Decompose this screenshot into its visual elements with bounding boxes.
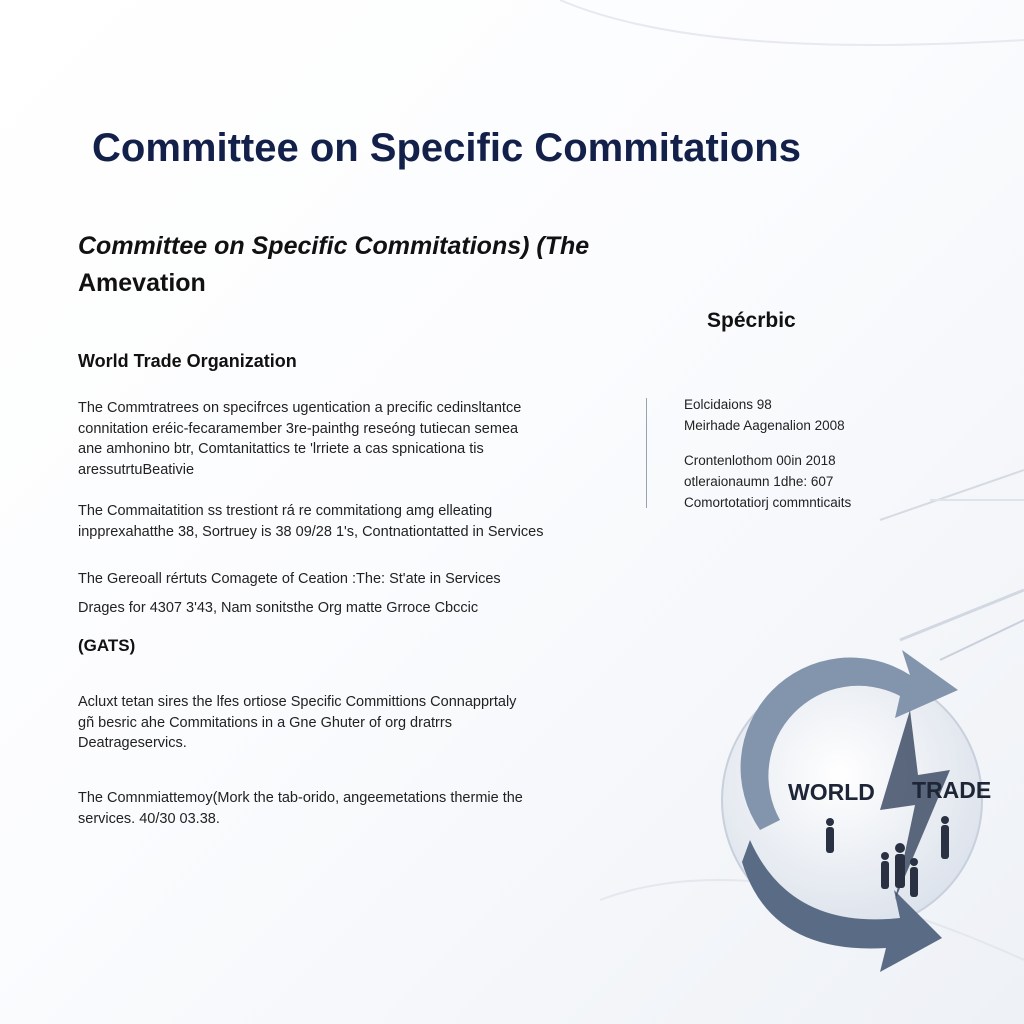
paragraph-2 — [78, 501, 543, 542]
side-info-line: Comortotatiorj commnticaits — [684, 495, 852, 510]
document-subtitle — [78, 228, 678, 302]
subtitle-line-2: Amevation — [78, 269, 206, 297]
paragraph-line: Acluxt tetan sires the lfes ortiose Specific Committions Connapprtaly — [78, 694, 517, 710]
paragraph-line: aressutrtuBeativie — [78, 461, 195, 478]
sidebar-heading: Spécrbic — [707, 309, 796, 332]
paragraph-line: The Comnmiattemoy(Mork the tab-orido, angeemetations thermie the — [78, 790, 523, 806]
paragraph-1 — [78, 398, 521, 480]
paragraph-3 — [78, 569, 501, 590]
side-info-line: otleraionaumn 1dhe: 607 — [684, 474, 834, 489]
world-trade-emblem — [680, 600, 1024, 1000]
paragraph-line: connitation eréic-fecaramember 3re-painthg reseóng tutiecan semea — [78, 420, 519, 437]
side-info-line: Meirhade Aagenalion 2008 — [684, 418, 845, 433]
sidebar-divider — [646, 398, 647, 508]
gats-label: (GATS) — [78, 636, 136, 655]
paragraph-4 — [78, 598, 478, 619]
paragraph-line: The Commaitatition ss trestiont rá re commitationg amg elleating — [78, 503, 493, 519]
organization-heading: World Trade Organization — [78, 351, 297, 371]
paragraph-line: The Gereoall rértuts Comagete of Ceation :The: St'ate in Services — [78, 571, 501, 587]
side-info-block-2 — [684, 450, 851, 513]
paragraph-line: Deatrageservics. — [78, 735, 187, 751]
side-info-line: Crontenlothom 00in 2018 — [684, 453, 836, 468]
paragraph-6 — [78, 788, 523, 829]
paragraph-5 — [78, 692, 516, 754]
side-info-line: Eolcidaions 98 — [684, 397, 772, 412]
paragraph-line: ane amhonino btr, Comtanitattics te 'lrriete a cas spnicationa tis — [78, 441, 484, 457]
side-info-block-1 — [684, 394, 845, 436]
paragraph-line: services. 40/30 03.38. — [78, 810, 220, 827]
paragraph-line: inpprexahatthe 38, Sortruey is 38 09/28 1's, Contnationtatted in Services — [78, 523, 544, 540]
subtitle-line-1: Committee on Specific Commitations) (The — [78, 232, 590, 260]
page-title: Committee on Specific Commitations — [92, 126, 801, 170]
paragraph-line: Drages for 4307 3'43, Nam sonitsthe Org matte Grroce Cbccic — [78, 600, 479, 616]
emblem-word-left: WORLD — [788, 779, 875, 805]
emblem-word-right: TRADE — [912, 777, 992, 803]
paragraph-line: The Commtratrees on specifrces ugentication a precific cedinsltantce — [78, 400, 522, 416]
paragraph-line: gñ besric ahe Commitations in a Gne Ghuter of org dratrrs — [78, 714, 452, 731]
